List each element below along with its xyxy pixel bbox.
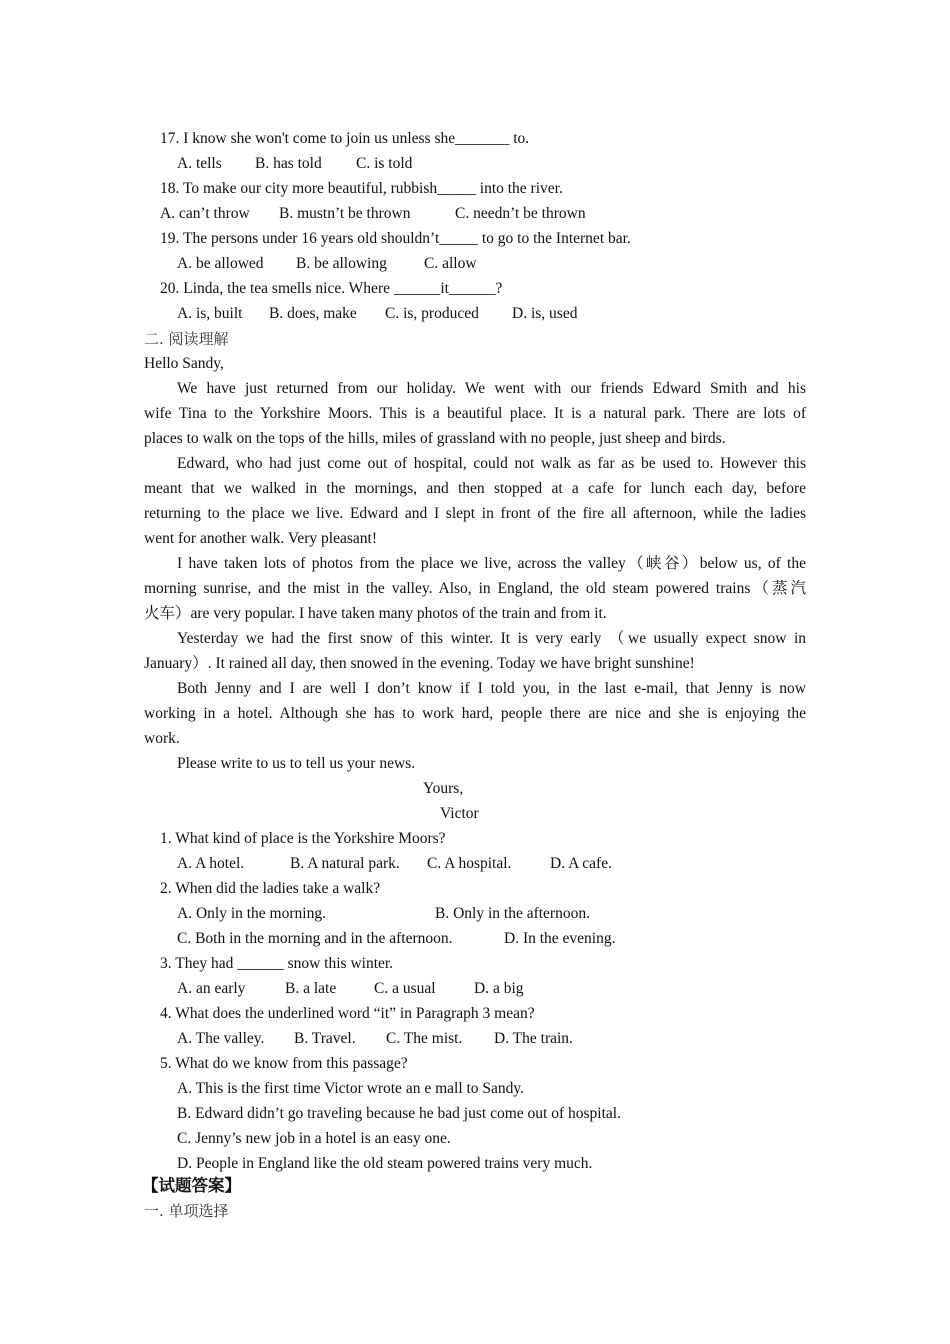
question-17-options [177,153,412,175]
reading-question-5-option-d: D. People in England like the old steam powered trains very much. [177,1155,593,1172]
question-19-stem: 19. The persons under 16 years old shouldn’t_____ to go to the Internet bar. [160,230,631,247]
paragraph-line: Yesterday we had the first snow of this winter. It is very early （we usually expect snow in [177,630,806,647]
option: B. mustn’t be thrown [279,205,411,222]
option: A. A hotel. [177,855,245,872]
option: A. Only in the morning. [177,905,326,922]
option: B. Travel. [294,1030,356,1047]
answer-heading: 【试题答案】 [142,1176,241,1195]
option: C. is told [356,155,413,172]
option: A. tells [177,155,222,172]
paragraph-line: We have just returned from our holiday. We went with our friends Edward Smith and his [177,380,806,397]
reading-question-3-options [177,978,524,1000]
option: B. does, make [269,305,357,322]
paragraph-line: places to walk on the tops of the hills, miles of grassland with no people, just sheep and birds. [144,430,726,447]
option: A. an early [177,980,246,997]
reading-question-1-stem: 1. What kind of place is the Yorkshire Moors? [160,830,446,847]
paragraph-line: working in a hotel. Although she has to work hard, people there are nice and she is enjoying the [144,705,806,722]
option: B. Only in the afternoon. [435,905,590,922]
section-heading-reading: 二. 阅读理解 [144,330,229,348]
reading-question-1-options [177,853,612,875]
option: A. can’t throw [160,205,250,222]
option: C. The mist. [386,1030,463,1047]
option: C. A hospital. [427,855,512,872]
option: D. a big [474,980,524,997]
reading-question-4-options [177,1028,573,1050]
question-20-options [177,303,577,325]
option: C. is, produced [385,305,479,322]
paragraph-line: I have taken lots of photos from the place we live, across the valley（峡谷）below us, of the [177,555,806,572]
question-17-stem: 17. I know she won't come to join us unless she_______ to. [160,130,530,147]
paragraph-line: January）. It rained all day, then snowed in the evening. Today we have bright sunshine! [144,655,695,672]
question-18-stem: 18. To make our city more beautiful, rubbish_____ into the river. [160,180,563,197]
reading-question-5-option-a: A. This is the first time Victor wrote an e mall to Sandy. [177,1080,525,1097]
paragraph-line: wife Tina to the Yorkshire Moors. This is a beautiful place. It is a natural park. There are lots of [144,405,806,422]
option: C. needn’t be thrown [455,205,586,222]
option: B. has told [255,155,322,172]
option: B. be allowing [296,255,387,272]
letter-signature: Victor [440,805,479,822]
reading-question-5-option-b: B. Edward didn’t go traveling because he bad just come out of hospital. [177,1105,621,1122]
option: B. a late [285,980,337,997]
reading-question-4-stem: 4. What does the underlined word “it” in Paragraph 3 mean? [160,1005,535,1022]
reading-question-5-stem: 5. What do we know from this passage? [160,1055,408,1072]
reading-question-5-option-c: C. Jenny’s new job in a hotel is an easy one. [177,1130,451,1147]
paragraph-line: 火车）are very popular. I have taken many photos of the train and from it. [144,605,607,622]
option: C. a usual [374,980,436,997]
option: B. A natural park. [290,855,400,872]
reading-question-3-stem: 3. They had ______ snow this winter. [160,955,394,972]
answer-section-heading: 一. 单项选择 [144,1202,229,1220]
option: D. A cafe. [550,855,612,872]
paragraph-line: went for another walk. Very pleasant! [144,530,377,547]
question-19-options [177,253,477,275]
question-20-stem: 20. Linda, the tea smells nice. Where ______it______? [160,280,503,297]
paragraph-line: morning sunrise, and the mist in the valley. Also, in England, the old steam powered trains（蒸汽 [144,580,806,597]
paragraph-line: work. [144,730,180,747]
paragraph-line: Edward, who had just come out of hospital, could not walk as far as be used to. However this [177,455,806,472]
reading-question-2-stem: 2. When did the ladies take a walk? [160,880,381,897]
question-18-options [160,203,586,225]
paragraph-line: Both Jenny and I are well I don’t know if I told you, in the last e-mail, that Jenny is now [177,680,806,697]
option: C. Both in the morning and in the afternoon. [177,930,453,947]
option: D. The train. [494,1030,573,1047]
letter-greeting: Hello Sandy, [144,355,224,372]
paragraph-line: Please write to us to tell us your news. [177,755,416,772]
option: A. The valley. [177,1030,265,1047]
reading-question-2-options-row2 [177,928,615,950]
paragraph-line: meant that we walked in the mornings, and then stopped at a cafe for lunch each day, before [144,480,806,497]
reading-question-2-options-row1 [177,903,590,925]
option: D. is, used [512,305,578,322]
option: A. is, built [177,305,243,322]
option: D. In the evening. [504,930,616,947]
letter-closing: Yours, [423,780,464,797]
option: C. allow [424,255,477,272]
paragraph-line: returning to the place we live. Edward and I slept in front of the fire all afternoon, while the ladies [144,505,806,522]
option: A. be allowed [177,255,264,272]
